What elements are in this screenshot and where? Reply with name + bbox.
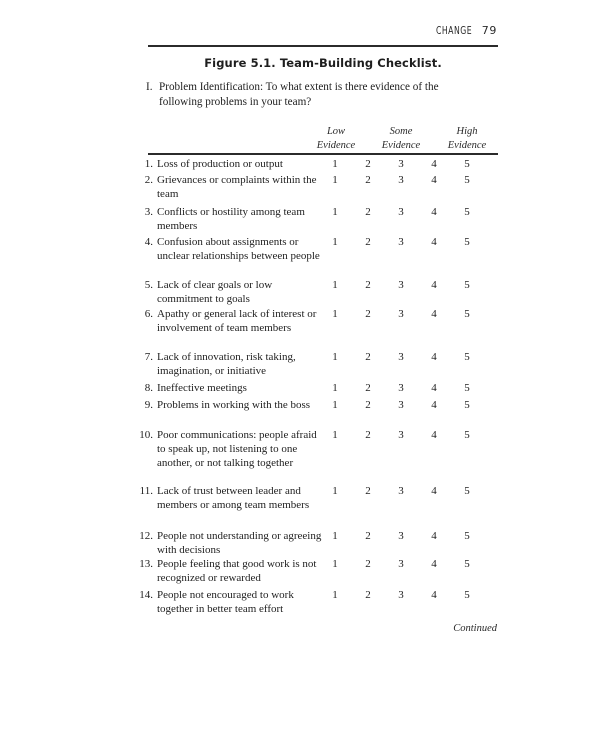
rating-option-2[interactable]: 2 [365,530,371,542]
rating-option-4[interactable]: 4 [431,236,437,248]
rating-option-2[interactable]: 2 [365,308,371,320]
col-header-high-line2: Evidence [447,140,487,151]
rating-option-1[interactable]: 1 [332,236,338,248]
rating-option-2[interactable]: 2 [365,429,371,441]
rating-option-2[interactable]: 2 [365,399,371,411]
item-text: Problems in working with the boss [157,399,311,411]
rating-option-3[interactable]: 3 [398,382,404,394]
item-text: Ineffective meetings [157,382,247,394]
col-header-high [437,125,497,153]
rating-option-1[interactable]: 1 [332,308,338,320]
item-text: Apathy or general lack of interest or involvement of team members [157,308,317,334]
item-number: 1. [144,158,153,170]
section-prompt: Problem Identification: To what extent is there evidence of the following problems in your team? [159,81,439,108]
rating-option-5[interactable]: 5 [464,558,470,570]
item-number: 8. [144,382,153,394]
rating-option-5[interactable]: 5 [464,589,470,601]
running-head [428,24,497,37]
item-number: 4. [144,236,153,248]
item-number: 14. [139,589,153,601]
item-number: 7. [144,351,153,363]
item-number: 13. [139,558,153,570]
rating-option-5[interactable]: 5 [464,158,470,170]
item-text: Lack of innovation, risk taking, imagination, or initiative [157,351,296,377]
rating-option-4[interactable]: 4 [431,174,437,186]
rating-option-1[interactable]: 1 [332,206,338,218]
rating-option-1[interactable]: 1 [332,279,338,291]
rating-option-3[interactable]: 3 [398,485,404,497]
rating-option-1[interactable]: 1 [332,351,338,363]
rating-option-5[interactable]: 5 [464,530,470,542]
running-head-section: CHANGE [435,25,472,37]
rating-option-3[interactable]: 3 [398,429,404,441]
rating-option-1[interactable]: 1 [332,558,338,570]
rating-option-5[interactable]: 5 [464,279,470,291]
rating-option-5[interactable]: 5 [464,174,470,186]
rating-option-4[interactable]: 4 [431,589,437,601]
rating-option-3[interactable]: 3 [398,174,404,186]
rating-option-3[interactable]: 3 [398,530,404,542]
rating-option-4[interactable]: 4 [431,206,437,218]
rating-option-2[interactable]: 2 [365,236,371,248]
rating-option-4[interactable]: 4 [431,158,437,170]
rating-option-4[interactable]: 4 [431,308,437,320]
rating-option-3[interactable]: 3 [398,308,404,320]
section-intro [146,80,466,110]
rating-option-2[interactable]: 2 [365,351,371,363]
item-text: Conflicts or hostility among team members [157,206,305,232]
item-text: Lack of trust between leader and members or among team members [157,485,310,511]
rating-option-4[interactable]: 4 [431,279,437,291]
item-text: People not understanding or agreeing with decisions [157,530,322,556]
rating-option-5[interactable]: 5 [464,236,470,248]
page-number: 79 [481,24,497,37]
rating-option-4[interactable]: 4 [431,485,437,497]
rating-option-1[interactable]: 1 [332,429,338,441]
col-header-some [371,125,431,153]
col-header-high-line1: High [456,126,478,137]
rating-option-5[interactable]: 5 [464,351,470,363]
rating-option-2[interactable]: 2 [365,158,371,170]
rating-option-5[interactable]: 5 [464,206,470,218]
item-number: 10. [139,429,153,441]
rating-option-1[interactable]: 1 [332,158,338,170]
rating-option-2[interactable]: 2 [365,558,371,570]
continued-label: Continued [453,623,497,634]
item-text: Poor communications: people afraid to speak up, not listening to one another, or not talking together [157,429,317,469]
rating-option-3[interactable]: 3 [398,351,404,363]
item-number: 2. [144,174,153,186]
rating-option-5[interactable]: 5 [464,308,470,320]
rating-option-3[interactable]: 3 [398,158,404,170]
rating-option-1[interactable]: 1 [332,382,338,394]
rating-option-2[interactable]: 2 [365,485,371,497]
rating-option-3[interactable]: 3 [398,558,404,570]
rating-option-3[interactable]: 3 [398,279,404,291]
rating-option-4[interactable]: 4 [431,351,437,363]
item-text: Loss of production or output [157,158,283,170]
rating-option-3[interactable]: 3 [398,399,404,411]
item-number: 5. [144,279,153,291]
rating-option-5[interactable]: 5 [464,485,470,497]
rating-option-1[interactable]: 1 [332,530,338,542]
item-number: 3. [144,206,153,218]
item-text: People not encouraged to work together in better team effort [157,589,294,615]
header-rule [148,153,498,155]
rating-option-4[interactable]: 4 [431,530,437,542]
col-header-some-line2: Evidence [381,140,421,151]
rating-option-3[interactable]: 3 [398,206,404,218]
figure-title: Figure 5.1. Team-Building Checklist. [204,56,442,70]
item-number: 6. [144,308,153,320]
top-rule [148,45,498,47]
rating-option-2[interactable]: 2 [365,589,371,601]
rating-option-2[interactable]: 2 [365,174,371,186]
rating-option-2[interactable]: 2 [365,382,371,394]
rating-option-3[interactable]: 3 [398,589,404,601]
col-header-some-line1: Some [389,126,413,137]
rating-option-1[interactable]: 1 [332,589,338,601]
rating-option-4[interactable]: 4 [431,558,437,570]
item-text: Grievances or complaints within the team [157,174,317,200]
rating-option-4[interactable]: 4 [431,382,437,394]
item-number: 12. [139,530,153,542]
rating-option-1[interactable]: 1 [332,174,338,186]
rating-option-5[interactable]: 5 [464,382,470,394]
col-header-low-line1: Low [326,126,346,137]
item-number: 9. [144,399,153,411]
section-number: I. [146,81,153,93]
rating-option-2[interactable]: 2 [365,279,371,291]
rating-option-5[interactable]: 5 [464,399,470,411]
item-number: 11. [139,485,153,497]
item-text: People feeling that good work is not recognized or rewarded [157,558,317,584]
item-text: Confusion about assignments or unclear relationships between people [157,236,320,262]
rating-option-1[interactable]: 1 [332,485,338,497]
rating-option-3[interactable]: 3 [398,236,404,248]
rating-option-4[interactable]: 4 [431,399,437,411]
rating-option-5[interactable]: 5 [464,429,470,441]
col-header-low [306,125,366,153]
rating-option-4[interactable]: 4 [431,429,437,441]
rating-option-1[interactable]: 1 [332,399,338,411]
item-text: Lack of clear goals or low commitment to goals [157,279,273,305]
col-header-low-line2: Evidence [316,140,356,151]
rating-option-2[interactable]: 2 [365,206,371,218]
